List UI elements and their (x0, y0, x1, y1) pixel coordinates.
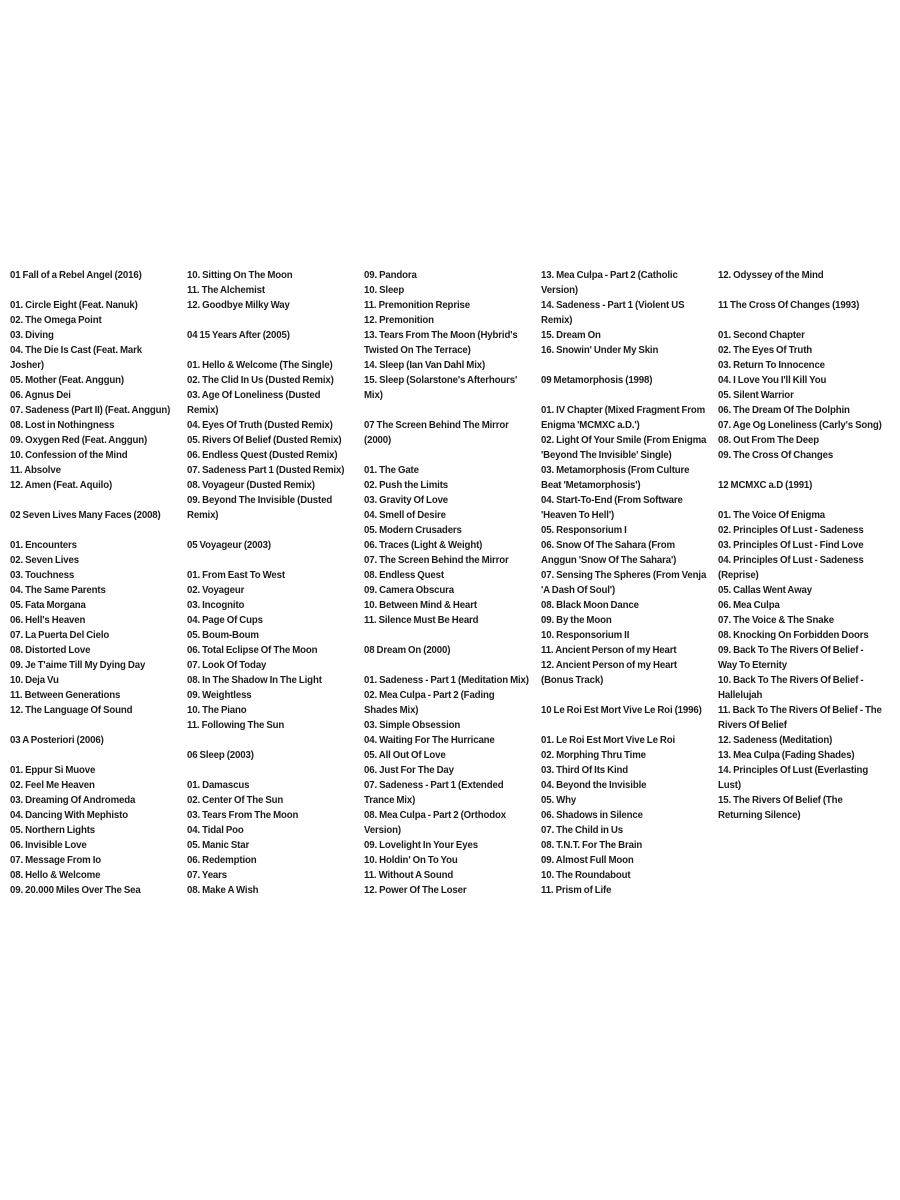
track-item: 03. Touchness (10, 569, 75, 581)
track-item: 03. Third Of Its Kind (541, 764, 629, 776)
track-item: 12. The Language Of Sound (10, 704, 133, 716)
track-item: 05. Mother (Feat. Anggun) (10, 374, 124, 386)
track-item: 10. Back To The Rivers Of Belief - Hallelujah (718, 674, 864, 701)
track-item: 11. The Alchemist (187, 284, 265, 296)
blank-line (187, 553, 356, 568)
blank-line (718, 463, 887, 478)
track-item: 05. Silent Warrior (718, 389, 794, 401)
track-item: 07. Look Of Today (187, 659, 267, 671)
track-item: 07. Sadeness Part 1 (Dusted Remix) (187, 464, 345, 476)
track-item: 10. The Roundabout (541, 869, 631, 881)
track-item: 04. Page Of Cups (187, 614, 263, 626)
track-item: 02. Push the Limits (364, 479, 449, 491)
track-item: 09. Back To The Rivers Of Belief - Way To Eternity (718, 644, 864, 671)
track-item: 07. The Child in Us (541, 824, 623, 836)
blank-line (718, 283, 887, 298)
track-item: 05. Northern Lights (10, 824, 96, 836)
track-item: 06. Agnus Dei (10, 389, 71, 401)
track-item: 07. La Puerta Del Cielo (10, 629, 110, 641)
track-item: 07. Age Og Loneliness (Carly's Song) (718, 419, 882, 431)
track-item: 12. Amen (Feat. Aquilo) (10, 479, 113, 491)
track-item: 08. In The Shadow In The Light (187, 674, 322, 686)
blank-line (187, 313, 356, 328)
track-item: 13. Mea Culpa - Part 2 (Catholic Version) (541, 269, 678, 296)
track-item: 06. Traces (Light & Weight) (364, 539, 483, 551)
track-item: 14. Principles Of Lust (Everlasting Lust) (718, 764, 869, 791)
track-item: 02. Principles Of Lust - Sadeness (718, 524, 864, 536)
track-item: 11. Silence Must Be Heard (364, 614, 479, 626)
album-heading: 07 The Screen Behind The Mirror (2000) (364, 419, 509, 446)
track-item: 04. Eyes Of Truth (Dusted Remix) (187, 419, 333, 431)
track-item: 12. Ancient Person of my Heart (Bonus Track) (541, 659, 678, 686)
track-item: 10. Responsorium II (541, 629, 630, 641)
track-item: 03. Age Of Loneliness (Dusted Remix) (187, 389, 321, 416)
album-heading: 10 Le Roi Est Mort Vive Le Roi (1996) (541, 704, 702, 716)
track-item: 09. Lovelight In Your Eyes (364, 839, 478, 851)
track-item: 04. The Same Parents (10, 584, 106, 596)
track-item: 07. Years (187, 869, 228, 881)
track-item: 10. Sitting On The Moon (187, 269, 293, 281)
track-item: 08. Out From The Deep (718, 434, 820, 446)
track-item: 07. Sadeness (Part II) (Feat. Anggun) (10, 404, 171, 416)
track-item: 10. Sleep (364, 284, 405, 296)
track-item: 02. Mea Culpa - Part 2 (Fading Shades Mix) (364, 689, 495, 716)
track-item: 13. Mea Culpa (Fading Shades) (718, 749, 855, 761)
track-item: 04. Smell of Desire (364, 509, 446, 521)
track-item: 04. I Love You I'll Kill You (718, 374, 827, 386)
track-item: 08. Black Moon Dance (541, 599, 639, 611)
album-heading: 09 Metamorphosis (1998) (541, 374, 653, 386)
track-item: 05. All Out Of Love (364, 749, 446, 761)
track-item: 08. Mea Culpa - Part 2 (Orthodox Version) (364, 809, 507, 836)
track-item: 11. Absolve (10, 464, 61, 476)
track-item: 08. Voyageur (Dusted Remix) (187, 479, 315, 491)
track-item: 16. Snowin' Under My Skin (541, 344, 659, 356)
track-item: 08. Distorted Love (10, 644, 91, 656)
album-heading: 05 Voyageur (2003) (187, 539, 271, 551)
track-item: 03. Metamorphosis (From Culture Beat 'Metamorphosis') (541, 464, 690, 491)
track-item: 05. Fata Morgana (10, 599, 86, 611)
track-item: 05. Modern Crusaders (364, 524, 462, 536)
track-item: 01. The Gate (364, 464, 419, 476)
track-item: 06. Mea Culpa (718, 599, 780, 611)
track-item: 12. Odyssey of the Mind (718, 269, 824, 281)
tracklist-column-1 (10, 268, 187, 898)
track-item: 09. By the Moon (541, 614, 612, 626)
track-item: 02. Light Of Your Smile (From Enigma 'Beyond The Invisible' Single) (541, 434, 707, 461)
track-item: 09. Camera Obscura (364, 584, 455, 596)
album-heading: 01 Fall of a Rebel Angel (2016) (10, 269, 142, 281)
track-item: 09. Weightless (187, 689, 252, 701)
track-item: 02. The Omega Point (10, 314, 102, 326)
track-item: 08. T.N.T. For The Brain (541, 839, 643, 851)
blank-line (10, 493, 179, 508)
track-item: 12. Power Of The Loser (364, 884, 467, 896)
track-item: 06. Hell's Heaven (10, 614, 86, 626)
track-item: 03. Simple Obsession (364, 719, 461, 731)
track-item: 09. The Cross Of Changes (718, 449, 834, 461)
track-item: 01. Circle Eight (Feat. Nanuk) (10, 299, 138, 311)
blank-line (187, 763, 356, 778)
album-heading: 03 A Posteriori (2006) (10, 734, 104, 746)
track-item: 11. Following The Sun (187, 719, 285, 731)
blank-line (541, 688, 710, 703)
track-item: 02. Seven Lives (10, 554, 79, 566)
blank-line (541, 388, 710, 403)
track-item: 01. Second Chapter (718, 329, 805, 341)
track-item: 11. Ancient Person of my Heart (541, 644, 677, 656)
track-item: 03. Return To Innocence (718, 359, 825, 371)
track-item: 08. Endless Quest (364, 569, 444, 581)
track-item: 01. IV Chapter (Mixed Fragment From Enigma 'MCMXC a.D.') (541, 404, 706, 431)
track-item: 02. Voyageur (187, 584, 245, 596)
track-item: 10. Holdin' On To You (364, 854, 458, 866)
track-item: 03. Tears From The Moon (187, 809, 299, 821)
blank-line (541, 718, 710, 733)
track-item: 09. Oxygen Red (Feat. Anggun) (10, 434, 148, 446)
track-item: 09. 20.000 Miles Over The Sea (10, 884, 141, 896)
album-heading: 06 Sleep (2003) (187, 749, 254, 761)
track-item: 09. Pandora (364, 269, 417, 281)
track-item: 08. Knocking On Forbidden Doors (718, 629, 869, 641)
track-item: 03. Dreaming Of Andromeda (10, 794, 136, 806)
track-item: 02. Feel Me Heaven (10, 779, 95, 791)
tracklist-column-4 (541, 268, 718, 898)
track-item: 06. Endless Quest (Dusted Remix) (187, 449, 338, 461)
track-item: 10. Between Mind & Heart (364, 599, 477, 611)
track-item: 02. Center Of The Sun (187, 794, 284, 806)
track-item: 10. The Piano (187, 704, 247, 716)
track-item: 11. Premonition Reprise (364, 299, 470, 311)
tracklist-column-3 (364, 268, 541, 898)
track-item: 04. The Die Is Cast (Feat. Mark Josher) (10, 344, 143, 371)
track-item: 04. Principles Of Lust - Sadeness (Reprise) (718, 554, 864, 581)
blank-line (718, 493, 887, 508)
track-item: 08. Hello & Welcome (10, 869, 101, 881)
track-item: 09. Je T'aime Till My Dying Day (10, 659, 146, 671)
track-item: 01. Damascus (187, 779, 250, 791)
track-item: 12. Goodbye Milky Way (187, 299, 290, 311)
blank-line (10, 748, 179, 763)
tracklist-sheet (10, 268, 894, 898)
track-item: 05. Manic Star (187, 839, 250, 851)
track-item: 06. Just For The Day (364, 764, 454, 776)
blank-line (187, 343, 356, 358)
track-item: 15. Sleep (Solarstone's Afterhours' Mix) (364, 374, 518, 401)
track-item: 04. Beyond the Invisible (541, 779, 647, 791)
track-item: 07. Message From Io (10, 854, 102, 866)
track-item: 09. Almost Full Moon (541, 854, 634, 866)
track-item: 01. From East To West (187, 569, 285, 581)
track-item: 14. Sleep (Ian Van Dahl Mix) (364, 359, 486, 371)
track-item: 14. Sadeness - Part 1 (Violent US Remix) (541, 299, 685, 326)
album-heading: 08 Dream On (2000) (364, 644, 451, 656)
track-item: 13. Tears From The Moon (Hybrid's Twisted On The Terrace) (364, 329, 518, 356)
blank-line (364, 403, 533, 418)
blank-line (718, 313, 887, 328)
track-item: 01. Eppur Si Muove (10, 764, 96, 776)
track-item: 01. The Voice Of Enigma (718, 509, 826, 521)
track-item: 11. Between Generations (10, 689, 121, 701)
track-item: 03. Incognito (187, 599, 245, 611)
blank-line (10, 523, 179, 538)
track-item: 05. Rivers Of Belief (Dusted Remix) (187, 434, 342, 446)
track-item: 03. Diving (10, 329, 54, 341)
track-item: 06. Invisible Love (10, 839, 87, 851)
track-item: 15. The Rivers Of Belief (The Returning Silence) (718, 794, 843, 821)
blank-line (10, 718, 179, 733)
track-item: 04. Dancing With Mephisto (10, 809, 128, 821)
track-item: 08. Lost in Nothingness (10, 419, 115, 431)
track-item: 07. Sadeness - Part 1 (Extended Trance Mix) (364, 779, 504, 806)
track-item: 01. Sadeness - Part 1 (Meditation Mix) (364, 674, 529, 686)
blank-line (187, 523, 356, 538)
track-item: 01. Encounters (10, 539, 77, 551)
track-item: 04. Waiting For The Hurricane (364, 734, 495, 746)
track-item: 07. Sensing The Spheres (From Venja 'A Dash Of Soul') (541, 569, 707, 596)
blank-line (10, 283, 179, 298)
track-item: 11. Prism of Life (541, 884, 612, 896)
blank-line (364, 628, 533, 643)
track-item: 11. Without A Sound (364, 869, 454, 881)
track-item: 06. Shadows in Silence (541, 809, 643, 821)
track-item: 01. Le Roi Est Mort Vive Le Roi (541, 734, 676, 746)
track-item: 12. Premonition (364, 314, 434, 326)
track-item: 05. Responsorium I (541, 524, 627, 536)
track-item: 05. Callas Went Away (718, 584, 812, 596)
blank-line (187, 733, 356, 748)
blank-line (541, 358, 710, 373)
track-item: 06. Snow Of The Sahara (From Anggun 'Snow Of The Sahara') (541, 539, 677, 566)
track-item: 06. The Dream Of The Dolphin (718, 404, 850, 416)
track-item: 01. Hello & Welcome (The Single) (187, 359, 333, 371)
track-item: 05. Boum-Boum (187, 629, 259, 641)
track-item: 06. Total Eclipse Of The Moon (187, 644, 318, 656)
album-heading: 02 Seven Lives Many Faces (2008) (10, 509, 161, 521)
track-item: 05. Why (541, 794, 577, 806)
track-item: 04. Tidal Poo (187, 824, 244, 836)
track-item: 07. The Screen Behind the Mirror (364, 554, 509, 566)
track-item: 06. Redemption (187, 854, 257, 866)
track-item: 03. Principles Of Lust - Find Love (718, 539, 864, 551)
album-heading: 12 MCMXC a.D (1991) (718, 479, 813, 491)
track-item: 02. The Eyes Of Truth (718, 344, 813, 356)
track-item: 03. Gravity Of Love (364, 494, 449, 506)
blank-line (364, 658, 533, 673)
track-item: 10. Confession of the Mind (10, 449, 128, 461)
track-item: 09. Beyond The Invisible (Dusted Remix) (187, 494, 333, 521)
tracklist-column-5 (718, 268, 895, 823)
blank-line (364, 448, 533, 463)
track-item: 04. Start-To-End (From Software 'Heaven To Hell') (541, 494, 683, 521)
track-item: 02. The Clid In Us (Dusted Remix) (187, 374, 334, 386)
track-item: 15. Dream On (541, 329, 601, 341)
track-item: 12. Sadeness (Meditation) (718, 734, 833, 746)
album-heading: 11 The Cross Of Changes (1993) (718, 299, 860, 311)
tracklist-column-2 (187, 268, 364, 898)
track-item: 10. Deja Vu (10, 674, 59, 686)
track-item: 11. Back To The Rivers Of Belief - The Rivers Of Belief (718, 704, 882, 731)
album-heading: 04 15 Years After (2005) (187, 329, 290, 341)
track-item: 07. The Voice & The Snake (718, 614, 834, 626)
track-item: 08. Make A Wish (187, 884, 259, 896)
track-item: 02. Morphing Thru Time (541, 749, 646, 761)
